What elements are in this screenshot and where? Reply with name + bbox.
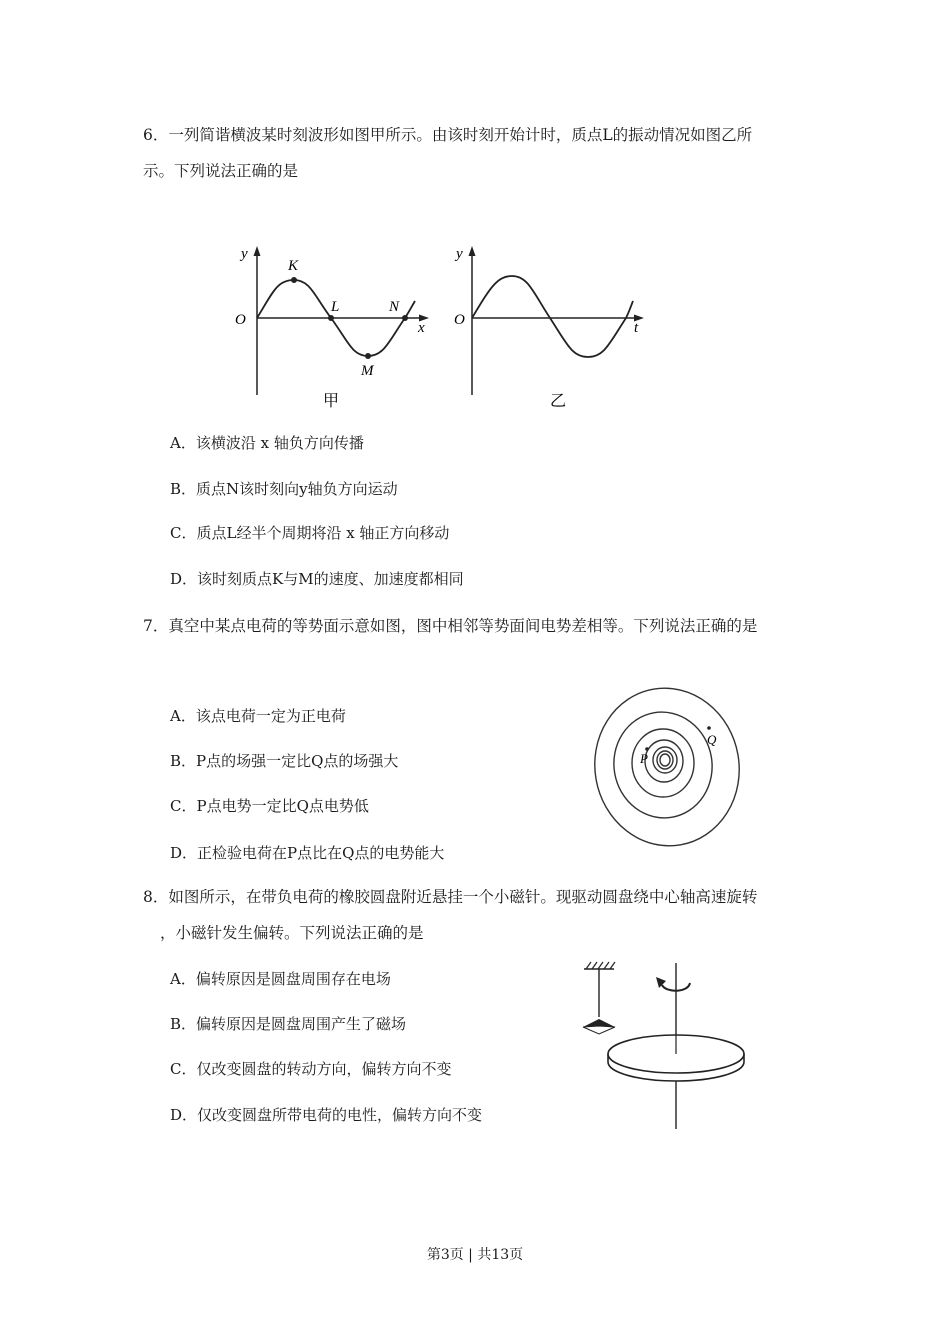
q6-option-c: C．质点L经半个周期将沿 x 轴正方向移动 — [170, 524, 450, 542]
figure-caption-jia: 甲 — [323, 391, 340, 410]
q7-option-c: C．P点电势一定比Q点电势低 — [170, 797, 369, 815]
q7-option-b: B．P点的场强一定比Q点的场强大 — [170, 752, 399, 770]
q6-stem-line2: 示。下列说法正确的是 — [143, 162, 299, 180]
point-p-label: P — [640, 751, 648, 766]
point-n-label: N — [389, 299, 400, 315]
point-k-label: K — [288, 258, 299, 274]
point-l-label: L — [331, 299, 340, 315]
page-footer: 第3页 | 共13页 — [426, 1247, 524, 1263]
q8-option-c: C．仅改变圆盘的转动方向，偏转方向不变 — [170, 1060, 452, 1078]
q8-stem-line2: ，小磁针发生偏转。下列说法正确的是 — [160, 924, 424, 942]
q6-option-b: B．质点N该时刻向y轴负方向运动 — [170, 480, 398, 498]
rotating-disk-figure — [570, 955, 760, 1135]
wave-figure-jia — [225, 240, 440, 415]
q7-stem: 7．真空中某点电荷的等势面示意如图，图中相邻等势面间电势差相等。下列说法正确的是 — [143, 617, 758, 635]
q6-option-d: D．该时刻质点K与M的速度、加速度都相同 — [170, 570, 464, 588]
q8-option-b: B．偏转原因是圆盘周围产生了磁场 — [170, 1015, 407, 1033]
q7-option-d: D．正检验电荷在P点比在Q点的电势能大 — [170, 844, 445, 862]
y-axis-label: y — [456, 246, 463, 262]
point-q-label: Q — [707, 732, 717, 747]
origin-label: O — [454, 312, 465, 328]
q8-option-a: A．偏转原因是圆盘周围存在电场 — [170, 970, 391, 988]
y-axis-label: y — [241, 246, 248, 262]
x-axis-label: x — [418, 320, 425, 336]
q8-option-d: D．仅改变圆盘所带电荷的电性，偏转方向不变 — [170, 1106, 483, 1124]
q8-stem-line1: 8．如图所示，在带负电荷的橡胶圆盘附近悬挂一个小磁针。现驱动圆盘绕中心轴高速旋转 — [143, 888, 758, 906]
equipotential-figure — [585, 680, 750, 855]
origin-label: O — [235, 312, 246, 328]
t-axis-label: t — [634, 320, 639, 336]
q6-stem-line1: 6．一列简谐横波某时刻波形如图甲所示。由该时刻开始计时，质点L的振动情况如图乙所 — [143, 126, 753, 144]
q6-option-a: A．该横波沿 x 轴负方向传播 — [170, 434, 364, 452]
q7-option-a: A．该点电荷一定为正电荷 — [170, 707, 346, 725]
point-m-label: M — [361, 363, 374, 379]
vibration-figure-yi — [450, 240, 660, 415]
figure-caption-yi: 乙 — [550, 391, 567, 410]
